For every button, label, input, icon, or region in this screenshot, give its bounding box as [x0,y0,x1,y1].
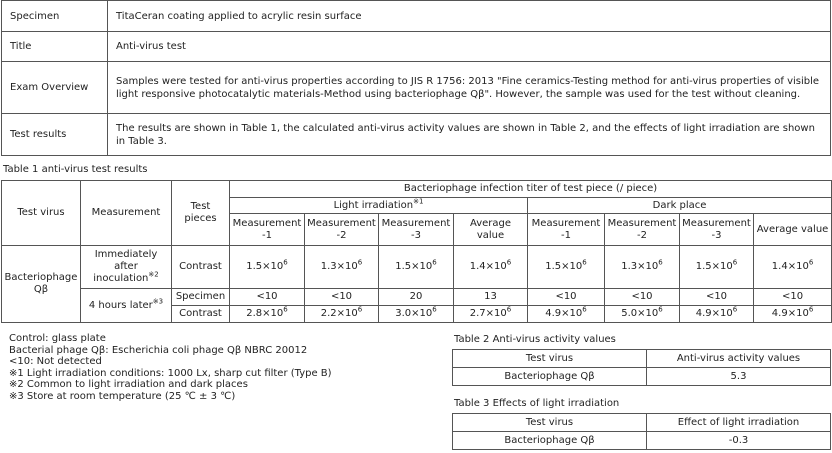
activity-header-value: Anti-virus activity values [647,350,831,368]
cell: <10 [680,289,754,306]
piece-contrast: Contrast [172,306,230,323]
table1-caption: Table 1 anti-virus test results [3,164,148,175]
title-label: Title [2,32,108,62]
cell: 13 [454,289,528,306]
light-footnote-mark: ※1 [413,197,424,206]
measurement-4h [81,289,172,323]
cell [528,306,605,323]
value: 1.4×10 [469,261,507,272]
activity-value: 5.3 [647,368,831,386]
header-dark-place: Dark place [528,198,832,214]
note-footnote-3: ※3 Store at room temperature (25 ℃ ± 3 ℃) [9,390,236,402]
cell [305,246,379,289]
value: 1.5×10 [395,261,433,272]
value: 1.5×10 [246,261,284,272]
value: 2.8×10 [246,308,284,319]
info-table [1,0,831,156]
table2-caption: Table 2 Anti-virus activity values [454,334,616,345]
note-phage: Bacterial phage Qβ: Escherichia coli phage Qβ NBRC 20012 [9,344,308,356]
value: 3.0×10 [395,308,433,319]
effect-virus: Bacteriophage Qβ [453,432,647,450]
activity-header-virus: Test virus [453,350,647,368]
measurement-immediate-label: Immediately after inoculation [93,249,158,284]
header-dark-meas3: Measurement -3 [680,214,754,246]
specimen-value: TitaCeran coating applied to acrylic resin surface [108,1,831,32]
exponent: 6 [357,258,363,267]
header-dark-avg: Average value [754,214,832,246]
value: 4.9×10 [771,308,809,319]
title-value: Anti-virus test [108,32,831,62]
table3-caption: Table 3 Effects of light irradiation [454,398,620,409]
value: 1.5×10 [545,261,583,272]
exponent: 6 [732,305,738,314]
cell: <10 [230,289,305,306]
activity-table [452,349,831,386]
activity-virus: Bacteriophage Qβ [453,368,647,386]
measurement-4h-label: 4 hours later [88,299,153,311]
virus-name: Bacteriophage Qβ [2,246,81,323]
exponent: 6 [432,258,437,267]
exponent: 6 [732,258,738,267]
cell [680,306,754,323]
header-dark-meas1: Measurement -1 [528,214,605,246]
header-light-meas1: Measurement -1 [230,214,305,246]
value: 1.3×10 [320,261,358,272]
exponent: 6 [506,258,512,267]
cell: 20 [379,289,454,306]
exponent: 6 [283,305,288,314]
measurement-immediate [81,246,172,289]
header-light-meas3: Measurement -3 [379,214,454,246]
exponent: 6 [357,305,363,314]
effect-header-virus: Test virus [453,414,647,432]
exponent: 6 [582,258,587,267]
exponent: 6 [283,258,288,267]
specimen-label: Specimen [2,1,108,32]
header-light-irradiation [230,198,528,214]
exponent: 6 [658,305,663,314]
header-light-avg: Average value [454,214,528,246]
cell [454,246,528,289]
value: 2.2×10 [320,308,358,319]
cell [605,306,680,323]
exponent: 6 [582,305,587,314]
results-value: The results are shown in Table 1, the calculated anti-virus activity values are shown in Table 2, and the effects of light irradiation are shown in Table 3. [108,114,831,156]
specimen-row [2,1,831,32]
results-label: Test results [2,114,108,156]
header-measurement: Measurement [81,181,172,246]
exponent: 6 [432,305,437,314]
note-control: Control: glass plate [9,333,106,344]
cell [305,306,379,323]
cell [379,246,454,289]
value: 1.3×10 [621,261,659,272]
exponent: 6 [808,305,814,314]
value: 2.7×10 [469,308,507,319]
header-light-meas2: Measurement -2 [305,214,379,246]
overview-label: Exam Overview [2,62,108,114]
immediate-footnote-mark: ※2 [148,270,159,279]
piece-contrast: Contrast [172,246,230,289]
cell [754,246,832,289]
note-not-detected: <10: Not detected [9,356,102,368]
value: 1.4×10 [771,261,809,272]
exponent: 6 [506,305,512,314]
header-titer: Bacteriophage infection titer of test piece (/ piece) [230,181,832,198]
value: 4.9×10 [545,308,583,319]
cell: <10 [605,289,680,306]
value: 1.5×10 [695,261,733,272]
header-dark-meas2: Measurement -2 [605,214,680,246]
note-footnote-2: ※2 Common to light irradiation and dark places [9,379,248,391]
cell [230,246,305,289]
cell [379,306,454,323]
cell [230,306,305,323]
cell [680,246,754,289]
piece-specimen: Specimen [172,289,230,306]
exponent: 6 [808,258,814,267]
table-row [2,246,832,289]
table-row [2,289,832,306]
cell: <10 [305,289,379,306]
results-table [1,180,832,323]
overview-row [2,62,831,114]
exponent: 6 [658,258,663,267]
4h-footnote-mark: ※3 [152,297,164,306]
header-test-virus: Test virus [2,181,81,246]
cell: <10 [754,289,832,306]
effect-header-value: Effect of light irradiation [647,414,831,432]
overview-value: Samples were tested for anti-virus properties according to JIS R 1756: 2013 "Fine ceramics-Testing method for anti-virus properties of visible light responsive photocatalytic materials-Method using bacteriophage Qβ". However, the sample was used for the test without cleaning. [108,62,831,114]
effect-value: -0.3 [647,432,831,450]
notes [9,333,332,403]
light-label: Light irradiation [333,199,414,211]
cell [528,246,605,289]
light-effect-table [452,413,831,450]
cell [754,306,832,323]
value: 5.0×10 [621,308,659,319]
results-row [2,114,831,156]
cell: <10 [528,289,605,306]
header-test-pieces: Test pieces [172,181,230,246]
cell [605,246,680,289]
cell [454,306,528,323]
value: 4.9×10 [695,308,733,319]
title-row [2,32,831,62]
note-footnote-1: ※1 Light irradiation conditions: 1000 Lx, sharp cut filter (Type B) [9,367,332,379]
